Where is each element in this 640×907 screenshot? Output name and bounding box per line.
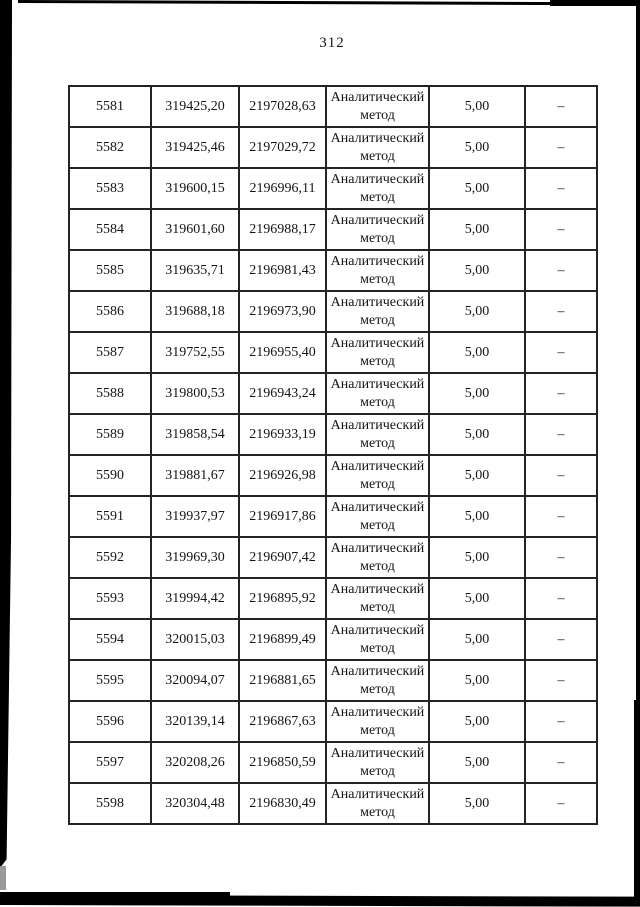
accuracy-cell: 5,00 bbox=[429, 127, 525, 168]
accuracy-cell: 5,00 bbox=[429, 455, 525, 496]
note-cell: – bbox=[525, 742, 597, 783]
coordinate-x-cell: 320304,48 bbox=[151, 783, 239, 824]
coordinate-y-cell: 2196895,92 bbox=[239, 578, 326, 619]
page-number: 312 bbox=[319, 35, 345, 51]
point-number-cell: 5591 bbox=[69, 496, 151, 537]
accuracy-cell: 5,00 bbox=[429, 742, 525, 783]
table-row bbox=[69, 619, 597, 660]
accuracy-cell: 5,00 bbox=[429, 619, 525, 660]
coordinate-y-cell: 2196943,24 bbox=[239, 373, 326, 414]
point-number-cell: 5587 bbox=[69, 332, 151, 373]
table-row bbox=[69, 291, 597, 332]
coordinate-x-cell: 319635,71 bbox=[151, 250, 239, 291]
coordinate-y-cell: 2196988,17 bbox=[239, 209, 326, 250]
note-cell: – bbox=[525, 619, 597, 660]
method-cell: Аналитический метод bbox=[326, 496, 429, 537]
coordinate-x-cell: 319425,46 bbox=[151, 127, 239, 168]
method-cell: Аналитический метод bbox=[326, 373, 429, 414]
method-cell: Аналитический метод bbox=[326, 209, 429, 250]
accuracy-cell: 5,00 bbox=[429, 250, 525, 291]
scan-edge-left-tail bbox=[0, 866, 6, 890]
method-cell: Аналитический метод bbox=[326, 127, 429, 168]
coordinate-x-cell: 320208,26 bbox=[151, 742, 239, 783]
accuracy-cell: 5,00 bbox=[429, 291, 525, 332]
method-cell: Аналитический метод bbox=[326, 660, 429, 701]
table-row bbox=[69, 660, 597, 701]
coordinate-x-cell: 319881,67 bbox=[151, 455, 239, 496]
point-number-cell: 5596 bbox=[69, 701, 151, 742]
coordinate-x-cell: 319937,97 bbox=[151, 496, 239, 537]
point-number-cell: 5597 bbox=[69, 742, 151, 783]
table-row bbox=[69, 537, 597, 578]
coordinate-x-cell: 319425,20 bbox=[151, 86, 239, 127]
coordinate-x-cell: 319858,54 bbox=[151, 414, 239, 455]
table-row bbox=[69, 742, 597, 783]
coordinate-x-cell: 319688,18 bbox=[151, 291, 239, 332]
table-row bbox=[69, 373, 597, 414]
coordinate-y-cell: 2196996,11 bbox=[239, 168, 326, 209]
accuracy-cell: 5,00 bbox=[429, 783, 525, 824]
table-row bbox=[69, 496, 597, 537]
table-row bbox=[69, 701, 597, 742]
method-cell: Аналитический метод bbox=[326, 455, 429, 496]
accuracy-cell: 5,00 bbox=[429, 660, 525, 701]
point-number-cell: 5581 bbox=[69, 86, 151, 127]
table-row bbox=[69, 332, 597, 373]
note-cell: – bbox=[525, 373, 597, 414]
coordinate-y-cell: 2197029,72 bbox=[239, 127, 326, 168]
note-cell: – bbox=[525, 209, 597, 250]
method-cell: Аналитический метод bbox=[326, 86, 429, 127]
note-cell: – bbox=[525, 660, 597, 701]
point-number-cell: 5592 bbox=[69, 537, 151, 578]
method-cell: Аналитический метод bbox=[326, 414, 429, 455]
scan-edge-top-right bbox=[550, 0, 640, 6]
table-row bbox=[69, 250, 597, 291]
coordinate-y-cell: 2196907,42 bbox=[239, 537, 326, 578]
note-cell: – bbox=[525, 455, 597, 496]
coordinates-table bbox=[68, 85, 598, 825]
accuracy-cell: 5,00 bbox=[429, 414, 525, 455]
note-cell: – bbox=[525, 127, 597, 168]
coordinate-y-cell: 2196981,43 bbox=[239, 250, 326, 291]
coordinate-x-cell: 319752,55 bbox=[151, 332, 239, 373]
coordinate-x-cell: 319994,42 bbox=[151, 578, 239, 619]
table-row bbox=[69, 168, 597, 209]
coordinate-x-cell: 320139,14 bbox=[151, 701, 239, 742]
coordinate-y-cell: 2196830,49 bbox=[239, 783, 326, 824]
point-number-cell: 5582 bbox=[69, 127, 151, 168]
method-cell: Аналитический метод bbox=[326, 783, 429, 824]
note-cell: – bbox=[525, 332, 597, 373]
point-number-cell: 5583 bbox=[69, 168, 151, 209]
point-number-cell: 5588 bbox=[69, 373, 151, 414]
coordinate-y-cell: 2197028,63 bbox=[239, 86, 326, 127]
method-cell: Аналитический метод bbox=[326, 537, 429, 578]
table-row bbox=[69, 414, 597, 455]
table-row bbox=[69, 86, 597, 127]
point-number-cell: 5595 bbox=[69, 660, 151, 701]
note-cell: – bbox=[525, 496, 597, 537]
table-row bbox=[69, 783, 597, 824]
point-number-cell: 5584 bbox=[69, 209, 151, 250]
coordinate-y-cell: 2196850,59 bbox=[239, 742, 326, 783]
coordinate-y-cell: 2196926,98 bbox=[239, 455, 326, 496]
note-cell: – bbox=[525, 701, 597, 742]
accuracy-cell: 5,00 bbox=[429, 332, 525, 373]
note-cell: – bbox=[525, 578, 597, 619]
coordinate-y-cell: 2196955,40 bbox=[239, 332, 326, 373]
accuracy-cell: 5,00 bbox=[429, 701, 525, 742]
accuracy-cell: 5,00 bbox=[429, 168, 525, 209]
coordinate-x-cell: 320015,03 bbox=[151, 619, 239, 660]
table-row bbox=[69, 127, 597, 168]
note-cell: – bbox=[525, 168, 597, 209]
point-number-cell: 5590 bbox=[69, 455, 151, 496]
note-cell: – bbox=[525, 86, 597, 127]
method-cell: Аналитический метод bbox=[326, 168, 429, 209]
scan-edge-right-lower bbox=[634, 700, 640, 905]
coordinate-y-cell: 2196867,63 bbox=[239, 701, 326, 742]
point-number-cell: 5598 bbox=[69, 783, 151, 824]
coordinate-x-cell: 319800,53 bbox=[151, 373, 239, 414]
accuracy-cell: 5,00 bbox=[429, 86, 525, 127]
note-cell: – bbox=[525, 783, 597, 824]
coordinate-x-cell: 320094,07 bbox=[151, 660, 239, 701]
coordinate-y-cell: 2196899,49 bbox=[239, 619, 326, 660]
point-number-cell: 5594 bbox=[69, 619, 151, 660]
note-cell: – bbox=[525, 291, 597, 332]
method-cell: Аналитический метод bbox=[326, 250, 429, 291]
method-cell: Аналитический метод bbox=[326, 332, 429, 373]
accuracy-cell: 5,00 bbox=[429, 537, 525, 578]
coordinate-y-cell: 2196933,19 bbox=[239, 414, 326, 455]
point-number-cell: 5585 bbox=[69, 250, 151, 291]
method-cell: Аналитический метод bbox=[326, 578, 429, 619]
accuracy-cell: 5,00 bbox=[429, 496, 525, 537]
point-number-cell: 5586 bbox=[69, 291, 151, 332]
coordinate-y-cell: 2196881,65 bbox=[239, 660, 326, 701]
method-cell: Аналитический метод bbox=[326, 742, 429, 783]
note-cell: – bbox=[525, 414, 597, 455]
coordinate-y-cell: 2196917,86 bbox=[239, 496, 326, 537]
coordinate-x-cell: 319601,60 bbox=[151, 209, 239, 250]
scan-edge-bottom-left bbox=[0, 892, 230, 905]
scan-edge-left bbox=[0, 0, 12, 868]
accuracy-cell: 5,00 bbox=[429, 209, 525, 250]
method-cell: Аналитический метод bbox=[326, 619, 429, 660]
point-number-cell: 5589 bbox=[69, 414, 151, 455]
method-cell: Аналитический метод bbox=[326, 291, 429, 332]
accuracy-cell: 5,00 bbox=[429, 373, 525, 414]
table-row bbox=[69, 209, 597, 250]
accuracy-cell: 5,00 bbox=[429, 578, 525, 619]
scan-edge-top bbox=[18, 0, 640, 5]
coordinate-x-cell: 319969,30 bbox=[151, 537, 239, 578]
note-cell: – bbox=[525, 537, 597, 578]
table-row bbox=[69, 578, 597, 619]
point-number-cell: 5593 bbox=[69, 578, 151, 619]
coordinate-y-cell: 2196973,90 bbox=[239, 291, 326, 332]
table-row bbox=[69, 455, 597, 496]
note-cell: – bbox=[525, 250, 597, 291]
method-cell: Аналитический метод bbox=[326, 701, 429, 742]
coordinate-x-cell: 319600,15 bbox=[151, 168, 239, 209]
